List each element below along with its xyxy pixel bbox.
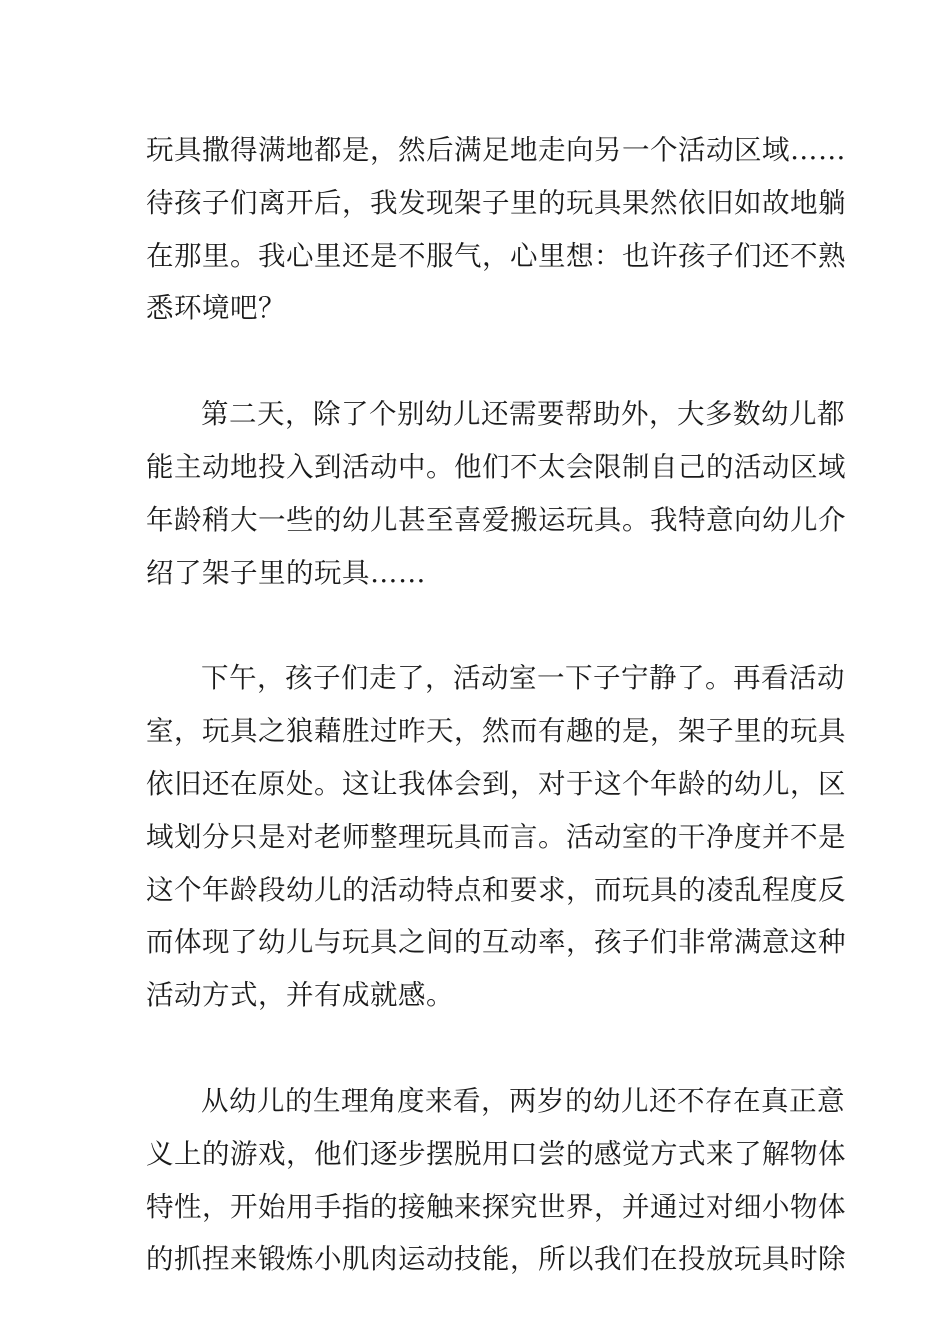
text-line: 从幼儿的生理角度来看，两岁的幼儿还不存在真正意 [201,1084,845,1117]
paragraph-4 [146,1075,846,1286]
text-line: 能主动地投入到活动中。他们不太会限制自己的活动区域 [146,450,846,483]
text-line: 下午，孩子们走了，活动室一下子宁静了。再看活动 [201,662,845,695]
paragraph-3 [146,652,846,1022]
text-line: 特性，开始用手指的接触来探究世界，并通过对细小物体 [146,1190,846,1223]
text-line: 待孩子们离开后，我发现架子里的玩具果然依旧如故地躺 [146,186,846,219]
text-line: 悉环境吧？ [146,292,286,325]
text-line: 第二天，除了个别幼儿还需要帮助外，大多数幼儿都 [201,398,845,431]
text-line: 依旧还在原处。这让我体会到，对于这个年龄的幼儿，区 [146,767,846,800]
text-line: 绍了架子里的玩具…… [146,556,426,589]
text-line: 域划分只是对老师整理玩具而言。活动室的干净度并不是 [146,820,846,853]
text-line: 义上的游戏，他们逐步摆脱用口尝的感觉方式来了解物体 [146,1137,846,1170]
text-line: 室，玩具之狼藉胜过昨天，然而有趣的是，架子里的玩具 [146,715,846,748]
text-line: 年龄稍大一些的幼儿甚至喜爱搬运玩具。我特意向幼儿介 [146,503,846,536]
text-line: 而体现了幼儿与玩具之间的互动率，孩子们非常满意这种 [146,926,846,959]
paragraph-2 [146,388,846,599]
text-line: 这个年龄段幼儿的活动特点和要求，而玩具的凌乱程度反 [146,873,846,906]
text-line: 的抓捏来锻炼小肌肉运动技能，所以我们在投放玩具时除 [146,1243,846,1276]
paragraph-1 [146,124,846,335]
document-body [146,124,846,1286]
text-line: 玩具撒得满地都是，然后满足地走向另一个活动区域…… [146,134,846,166]
text-line: 活动方式，并有成就感。 [146,979,454,1012]
text-line: 在那里。我心里还是不服气，心里想：也许孩子们还不熟 [146,239,846,272]
